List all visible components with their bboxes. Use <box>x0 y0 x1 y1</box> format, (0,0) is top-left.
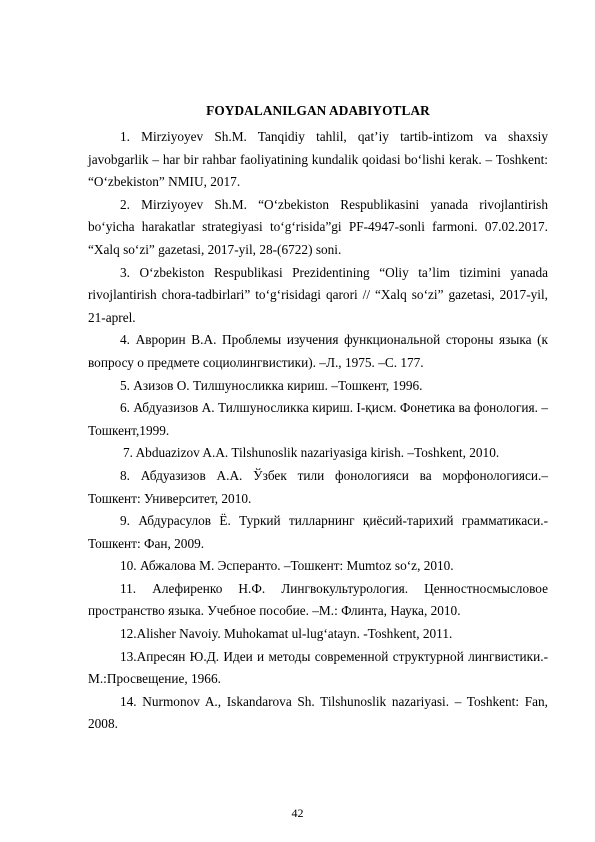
reference-item: 1. Mirziyoyev Sh.M. Tanqidiy tahlil, qat’iy tartib-intizom va shaxsiy javobgarlik – har bir rahbar faoliyatining kundalik qoidasi bo‘lishi kerak. – Toshkent: “O‘zbekiston” NMIU, 2017. <box>88 129 548 190</box>
reference-item: 3. O‘zbekiston Respublikasi Prezidentining “Oliy ta’lim tizimini yanada rivojlantirish chora-tadbirlari” to‘g‘risidagi qarori // “Xalq so‘zi” gazetasi, 2017-yil, 21-aprel. <box>88 264 548 325</box>
reference-item: 8. Абдуазизов А.А. Ўзбек тили фонологияси ва морфонологияси.– Тошкент: Университет, 2010. <box>88 467 548 506</box>
reference-item: 6. Абдуазизов А. Тилшуносликка кириш. I-қисм. Фонетика ва фонология. –Тошкент,1999. <box>88 400 548 438</box>
reference-item: 7. Abduazizov A.A. Tilshunoslik nazariyasiga kirish. –Toshkent, 2010. <box>123 445 500 461</box>
reference-item: 2. Mirziyoyev Sh.M. “O‘zbekiston Respublikasini yanada rivojlantirish bo‘yicha harakatlar strategiyasi to‘g‘risida”gi PF-4947-sonli farmoni. 07.02.2017. “Xalq so‘zi” gazetasi, 2017-yil, 28-(6722) soni. <box>88 196 548 257</box>
reference-list <box>88 126 548 736</box>
reference-item: 14. Nurmonov A., Iskandarova Sh. Tilshunoslik nazariyasi. – Toshkent: Fan, 2008. <box>88 693 548 732</box>
reference-item: 12.Alisher Navoiy. Muhokamat ul-lug‘atayn. -Toshkent, 2011. <box>120 626 453 642</box>
reference-item: 5. Азизов О. Тилшуносликка кириш. –Тошкент, 1996. <box>120 377 423 393</box>
reference-item: 11. Алефиренко Н.Ф. Лингвокультурология. Ценностносмысловое пространство языка. Учебное пособие. –М.: Флинта, Наука, 2010. <box>88 580 548 619</box>
reference-item: 10. Абжалова М. Эсперанто. –Тошкент: Mumtoz so‘z, 2010. <box>120 558 454 574</box>
page-number: 42 <box>291 806 304 820</box>
section-title: FOYDALANILGAN ADABIYOTLAR <box>206 103 430 118</box>
reference-item: 4. Аврорин В.А. Проблемы изучения функциональной стороны языка (к вопросу о предмете социолингвистики). –Л., 1975. –С. 177. <box>88 332 548 370</box>
reference-item: 9. Абдурасулов Ё. Туркий тилларнинг қиёсий-тарихий грамматикаси.- Тошкент: Фан, 2009. <box>88 513 548 551</box>
reference-item: 13.Апресян Ю.Д. Идеи и методы современной структурной лингвистики.-М.:Просвещение, 1966. <box>88 648 548 687</box>
